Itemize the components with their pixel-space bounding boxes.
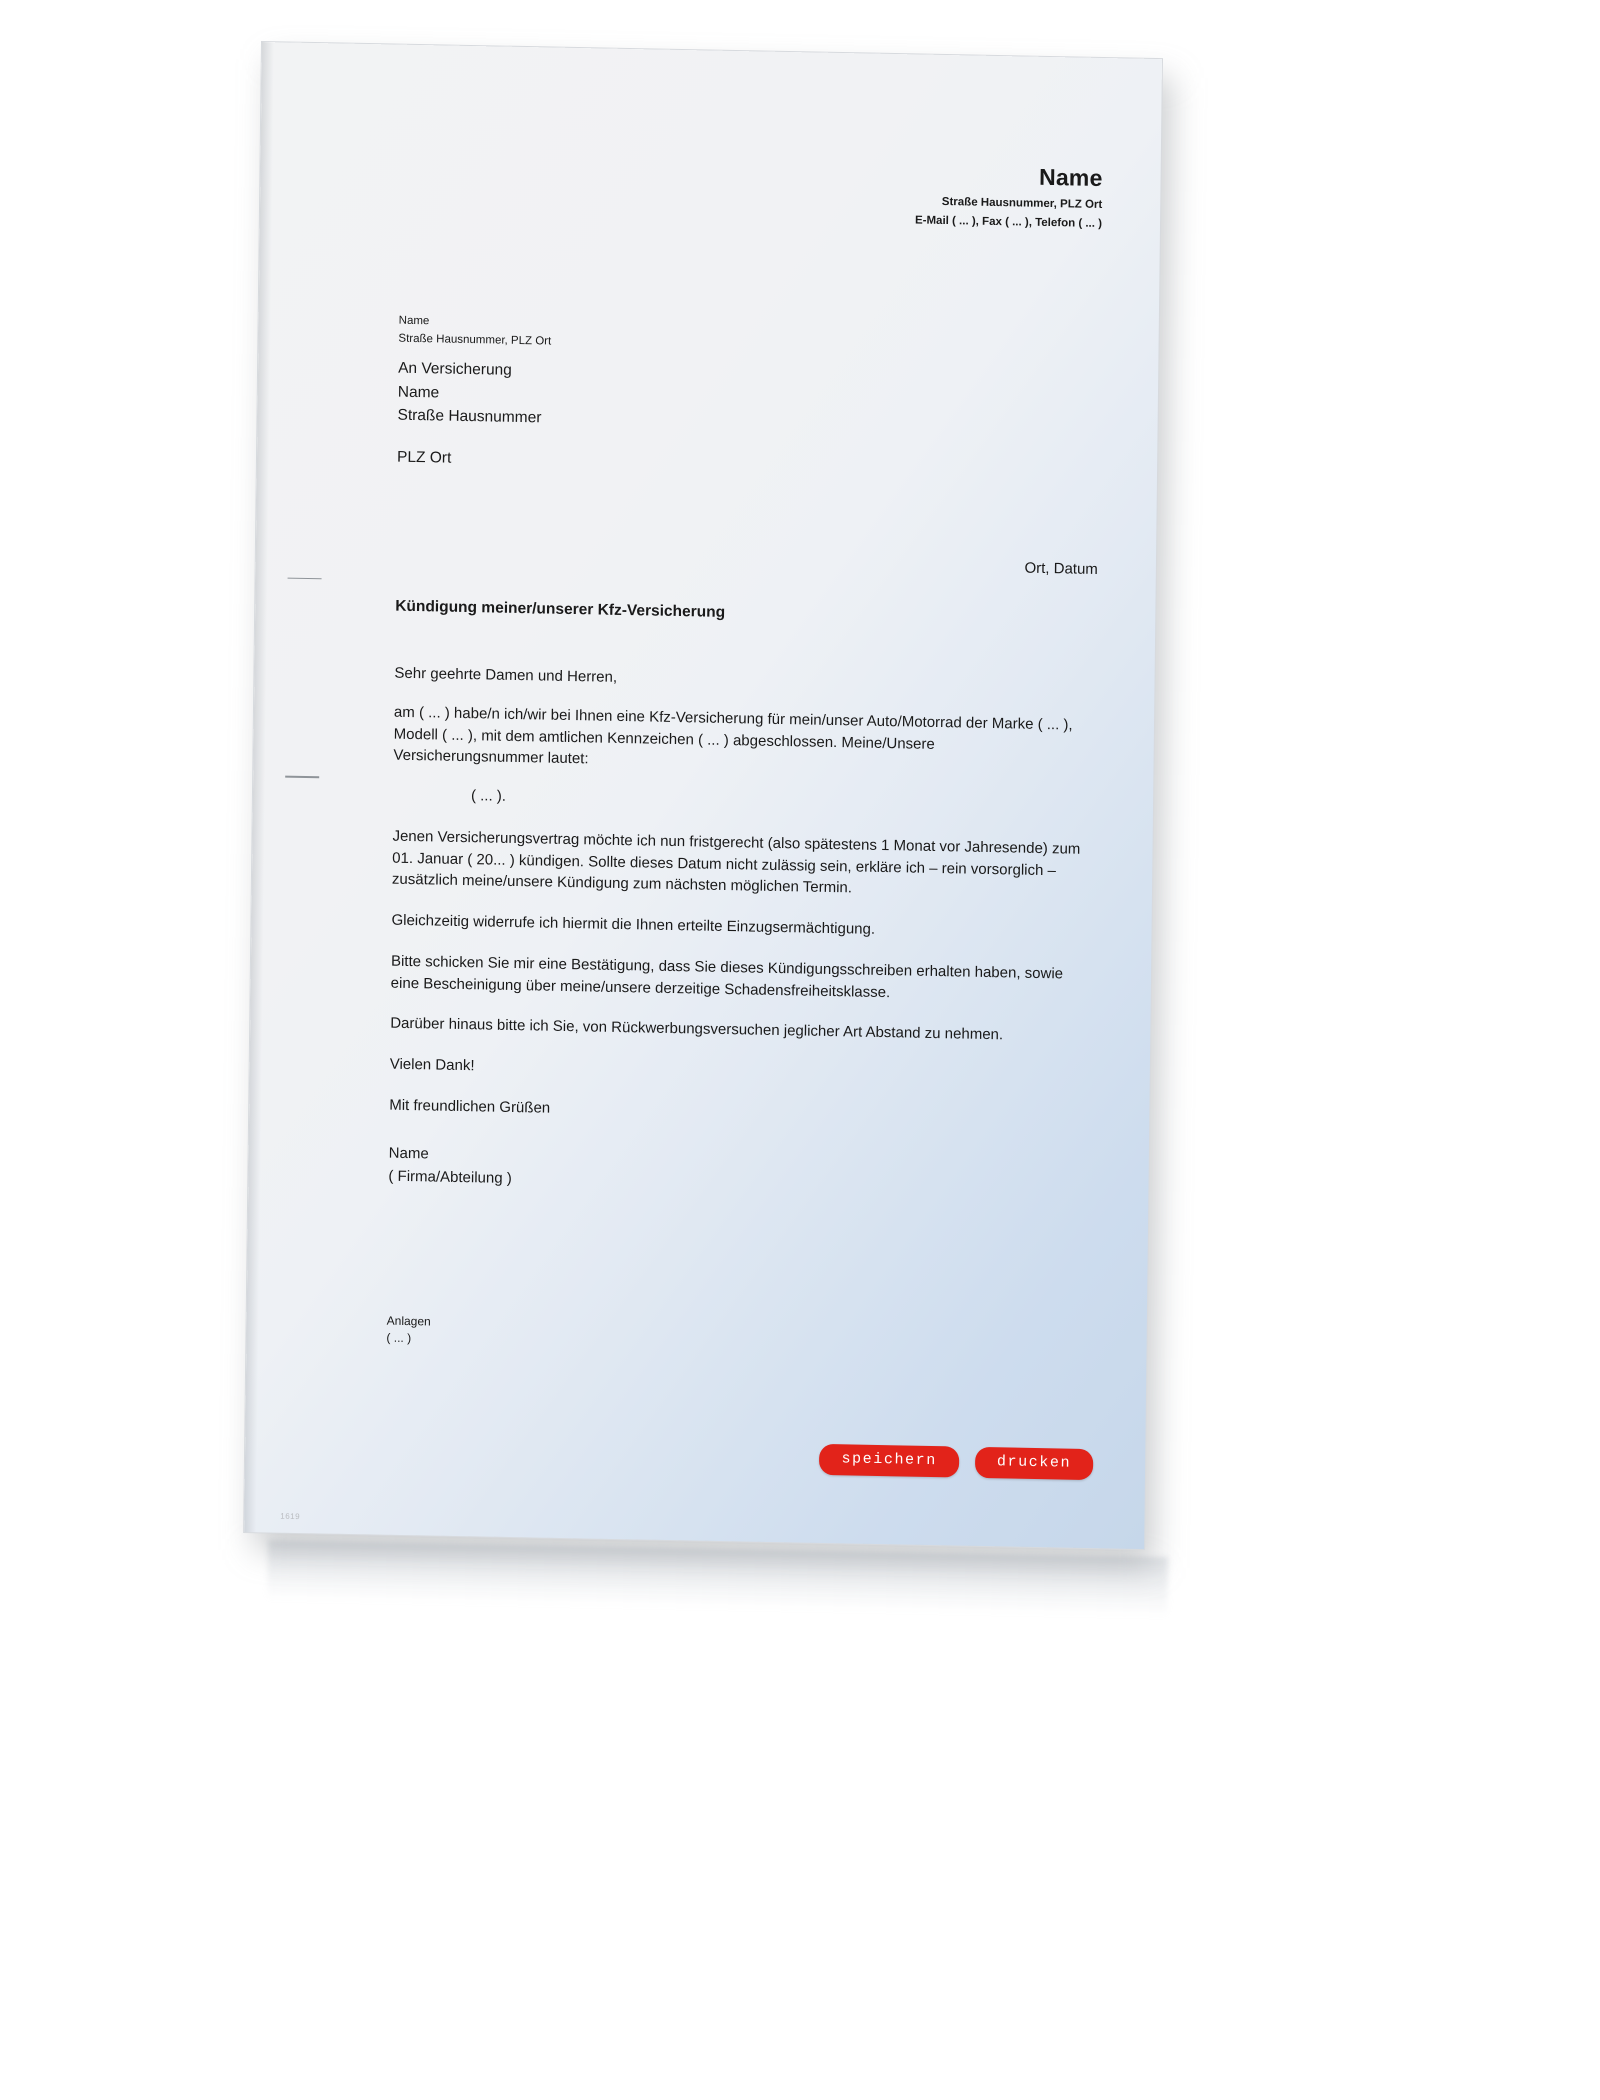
- body-closing: Mit freundlichen Grüßen: [389, 1096, 551, 1117]
- salutation: Sehr geehrte Damen und Herren,: [394, 664, 618, 686]
- document-sheet-wrapper: [244, 42, 1162, 1549]
- attachments-block: [386, 1313, 430, 1349]
- recipient-line-3: Straße Hausnummer: [397, 406, 542, 427]
- sender-address: Straße Hausnummer, PLZ Ort: [941, 196, 1103, 212]
- sender-name: Name: [1038, 163, 1103, 191]
- letter-page: [244, 42, 1162, 1549]
- body-paragraph-2: Jenen Versicherungsvertrag möchte ich nun fristgerecht (also spätestens 1 Monat vor Jahresende) zum 01. Januar ( 20... ) kündigen. Sollte dieses Datum nicht zulässig sein, erkläre ich – rein vorsorglich – zusätzlich meine/unsere Kündigung zum nächsten möglichen Termin.: [391, 827, 1081, 897]
- attachments-value: ( ... ): [386, 1331, 412, 1346]
- return-address-name: Name: [398, 314, 430, 328]
- return-address-line: Straße Hausnummer, PLZ Ort: [398, 332, 552, 348]
- recipient-line-1: An Versicherung: [398, 359, 512, 379]
- signature-name: Name: [388, 1144, 429, 1163]
- corner-watermark: 1619: [280, 1511, 301, 1522]
- recipient-line-4: PLZ Ort: [396, 448, 452, 467]
- action-button-row: [819, 1443, 1093, 1480]
- body-paragraph-5: Darüber hinaus bitte ich Sie, von Rückwerbungsversuchen jeglicher Art Abstand zu nehmen.: [390, 1014, 1004, 1044]
- signature-block: [388, 1143, 512, 1190]
- save-button[interactable]: speichern: [819, 1443, 959, 1477]
- letter-subject: Kündigung meiner/unserer Kfz-Versicherung: [395, 597, 726, 621]
- recipient-line-2: Name: [397, 383, 440, 401]
- policy-number-placeholder: ( ... ).: [470, 787, 507, 805]
- signature-department: ( Firma/Abteilung ): [388, 1167, 512, 1187]
- sender-contact: E-Mail ( ... ), Fax ( ... ), Telefon ( ... ): [914, 214, 1103, 230]
- sender-block: [915, 162, 1103, 232]
- body-paragraph-3: Gleichzeitig widerrufe ich hiermit die Ihnen erteilte Einzugsermächtigung.: [391, 911, 876, 938]
- recipient-block: [397, 357, 542, 472]
- fold-mark-upper: [288, 578, 322, 580]
- body-paragraph-1: am ( ... ) habe/n ich/wir bei Ihnen eine Kfz-Versicherung für mein/unser Auto/Motorrad der Marke ( ... ), Modell ( ... ), mit dem amtlichen Kennzeichen ( ... ) abgeschlossen. Meine/Unsere Versicherungsnummer lautet:: [393, 703, 1073, 768]
- body-thanks: Vielen Dank!: [389, 1055, 475, 1075]
- place-date: Ort, Datum: [1024, 559, 1098, 578]
- body-paragraph-4: Bitte schicken Sie mir eine Bestätigung, dass Sie dieses Kündigungsschreiben erhalten haben, sowie eine Bescheinigung über meine/unsere derzeitige Schadensfreiheitsklasse.: [390, 952, 1064, 1001]
- letter-body: [389, 663, 1085, 1149]
- attachments-label: Anlagen: [386, 1313, 431, 1329]
- return-address-block: [398, 313, 551, 352]
- print-button[interactable]: drucken: [975, 1446, 1094, 1480]
- fold-mark-lower: [285, 776, 319, 779]
